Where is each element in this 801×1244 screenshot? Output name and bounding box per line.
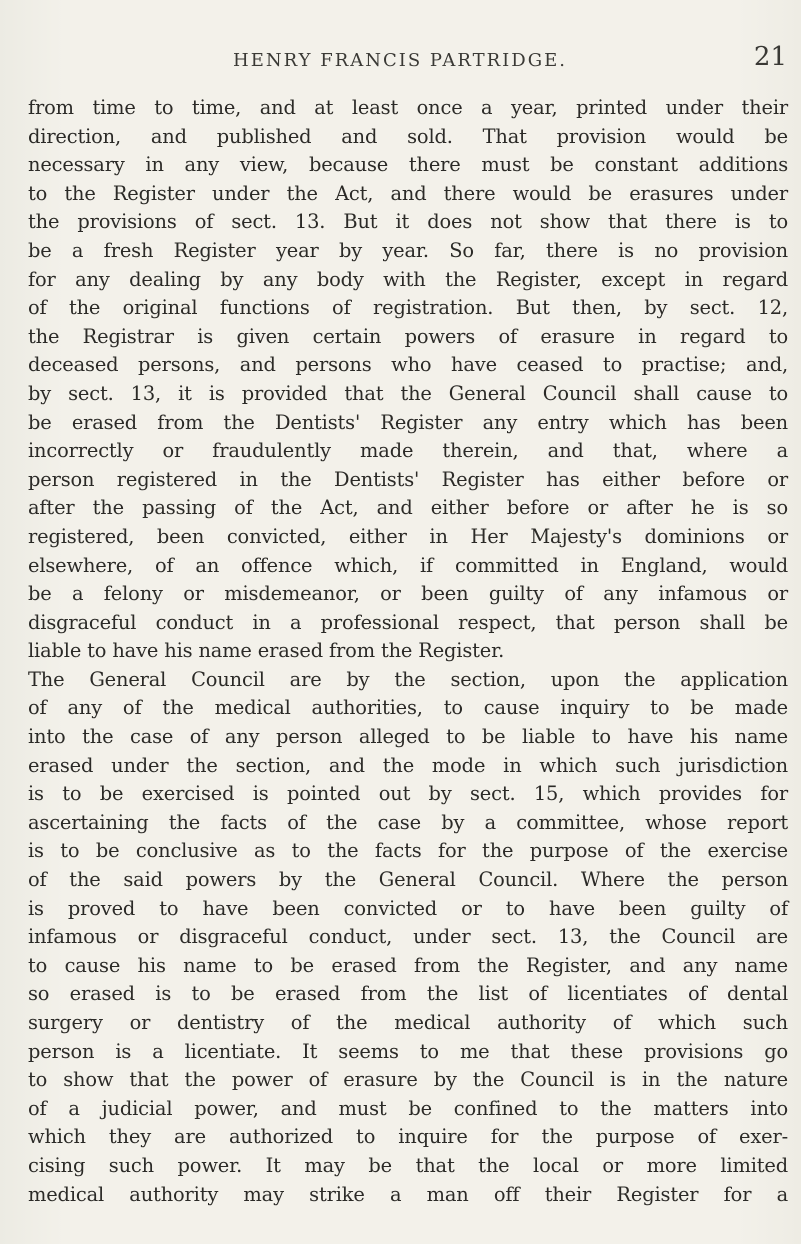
- text-line: to the Register under the Act, and there would be erasures under: [28, 181, 788, 205]
- text-line: by sect. 13, it is provided that the General Council shall cause to: [28, 381, 788, 405]
- text-line: be a felony or misdemeanor, or been guilty of any infamous or: [28, 582, 788, 606]
- running-head: HENRY FRANCIS PARTRIDGE.: [233, 50, 567, 71]
- text-line: of a judicial power, and must be confined to the matters into: [28, 1096, 788, 1120]
- text-line: from time to time, and at least once a year, printed under their: [28, 96, 788, 119]
- text-line: surgery or dentistry of the medical authority of which such: [28, 1011, 788, 1034]
- text-line: for any dealing by any body with the Register, except in regard: [28, 267, 788, 291]
- text-line: to show that the power of erasure by the Council is in the nature: [28, 1068, 788, 1092]
- text-line: be erased from the Dentists' Register any entry which has been: [28, 410, 788, 434]
- text-line: of the said powers by the General Council. Where the person: [28, 868, 788, 892]
- text-line: is to be exercised is pointed out by sect. 15, which provides for: [28, 782, 788, 806]
- text-line: medical authority may strike a man off their Register for a: [28, 1182, 788, 1206]
- text-line: erased under the section, and the mode in which such jurisdiction: [28, 753, 788, 777]
- text-line: which they are authorized to inquire for the purpose of exer-: [28, 1125, 788, 1149]
- text-line: of the original functions of registration. But then, by sect. 12,: [28, 296, 788, 320]
- text-line: registered, been convicted, either in Her Majesty's dominions or: [28, 524, 788, 548]
- text-line: after the passing of the Act, and either before or after he is so: [28, 496, 788, 520]
- text-line: is proved to have been convicted or to have been guilty of: [28, 896, 788, 920]
- text-line: is to be conclusive as to the facts for the purpose of the exercise: [28, 839, 788, 863]
- text-line: deceased persons, and persons who have ceased to practise; and,: [28, 353, 788, 377]
- text-line: direction, and published and sold. That provision would be: [28, 124, 788, 148]
- text-line: liable to have his name erased from the Register.: [28, 639, 505, 663]
- text-line: the Registrar is given certain powers of erasure in regard to: [28, 324, 788, 348]
- page-number: 21: [753, 42, 787, 72]
- text-line: the provisions of sect. 13. But it does not show that there is to: [28, 210, 788, 234]
- text-line: necessary in any view, because there must be constant additions: [28, 153, 788, 177]
- text-line: person registered in the Dentists' Register has either before or: [28, 467, 788, 491]
- text-line: infamous or disgraceful conduct, under sect. 13, the Council are: [28, 925, 788, 949]
- text-line: to cause his name to be erased from the Register, and any name: [28, 953, 788, 977]
- text-line: so erased is to be erased from the list of licentiates of dental: [28, 982, 788, 1006]
- text-line: of any of the medical authorities, to cause inquiry to be made: [28, 696, 788, 720]
- body-text: [28, 94, 788, 1209]
- text-line: disgraceful conduct in a professional respect, that person shall be: [28, 610, 788, 634]
- text-line: into the case of any person alleged to be liable to have his name: [28, 725, 788, 749]
- text-line: be a fresh Register year by year. So far, there is no provision: [28, 238, 788, 262]
- text-line: The General Council are by the section, upon the application: [28, 667, 788, 691]
- text-line: ascertaining the facts of the case by a committee, whose report: [28, 810, 788, 834]
- text-line: incorrectly or fraudulently made therein, and that, where a: [28, 439, 788, 463]
- text-line: cising such power. It may be that the local or more limited: [28, 1153, 788, 1177]
- text-line: person is a licentiate. It seems to me that these provisions go: [28, 1039, 788, 1063]
- text-line: elsewhere, of an offence which, if committed in England, would: [28, 553, 788, 577]
